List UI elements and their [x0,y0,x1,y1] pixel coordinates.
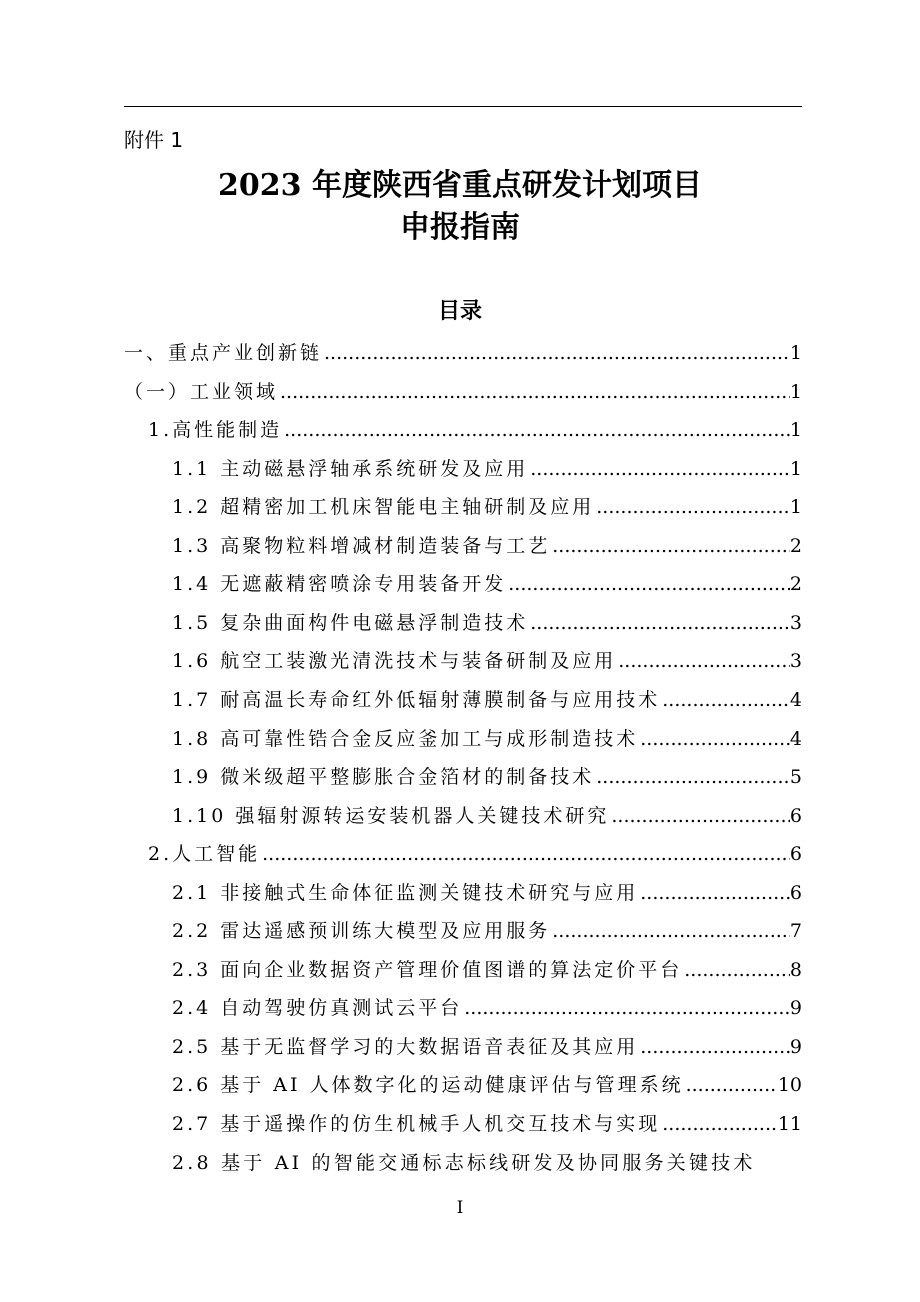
toc-entry[interactable] [172,762,802,792]
toc-entry-label: 2.3 面向企业数据资产管理价值图谱的算法定价平台 [172,958,683,981]
toc-leader-dots [322,338,790,368]
document-title: 2023 年度陕西省重点研发计划项目 [218,168,702,203]
toc-leader-dots [609,801,790,831]
toc-entry[interactable] [172,955,802,985]
toc-entry[interactable] [172,724,802,754]
toc-entry-page: 10 [777,1074,802,1097]
toc-entry-page: 9 [789,1035,802,1058]
toc-leader-dots [660,1109,778,1139]
toc-leader-dots [528,608,790,638]
toc-entry[interactable] [172,1148,802,1178]
attachment-label: 附件 1 [124,128,184,152]
toc-entry-page: 3 [789,650,802,673]
document-subtitle: 申报指南 [400,210,520,245]
header-rule [124,106,802,107]
toc-entry[interactable] [124,338,802,368]
toc-entry[interactable] [172,685,802,715]
toc-leader-dots [594,492,790,522]
toc-entry-page: 5 [789,766,802,789]
toc-leader-dots [638,724,790,754]
toc-leader-dots [638,878,790,908]
toc-entry-label: 1.2 超精密加工机床智能电主轴研制及应用 [172,496,595,519]
toc-entry-label: （一）工业领域 [124,380,279,403]
toc-entry-page: 1 [789,419,802,442]
toc-leader-dots [260,839,790,869]
toc-entry[interactable] [172,569,802,599]
toc-entry-page: 6 [789,881,802,904]
toc-entry-label: 1.8 高可靠性锆合金反应釜加工与成形制造技术 [172,727,639,750]
toc-entry-label: 1.7 耐高温长寿命红外低辐射薄膜制备与应用技术 [172,688,661,711]
toc-entry[interactable] [148,415,802,445]
toc-entry-label: 2.7 基于遥操作的仿生机械手人机交互技术与实现 [172,1113,661,1135]
toc-entry-label: 1.高性能制造 [148,419,283,442]
toc-entry[interactable] [172,1032,802,1062]
toc-entry-page: 1 [789,342,802,364]
toc-leader-dots [506,569,790,599]
toc-entry-label: 2.5 基于无监督学习的大数据语音表征及其应用 [172,1035,639,1058]
toc-entry-label: 1.3 高聚物粒料增减材制造装备与工艺 [172,534,551,557]
toc-entry-label: 2.2 雷达遥感预训练大模型及应用服务 [172,920,551,943]
toc-entry-label: 1.4 无遮蔽精密喷涂专用装备开发 [172,573,507,596]
toc-entry[interactable] [124,377,802,407]
toc-leader-dots [682,955,790,985]
toc-leader-dots [550,916,790,946]
toc-entry-label: 2.6 基于 AI 人体数字化的运动健康评估与管理系统 [172,1074,684,1097]
toc-entry-label: 1.10 强辐射源转运安装机器人关键技术研究 [172,804,610,827]
toc-entry-page: 2 [789,534,802,557]
toc-entry-page: 1 [789,380,802,403]
toc-entry-label: 1.5 复杂曲面构件电磁悬浮制造技术 [172,611,529,634]
toc-entry[interactable] [172,878,802,908]
toc-leader-dots [616,646,790,676]
toc-entry[interactable] [172,993,802,1023]
toc-entry[interactable] [172,608,802,638]
toc-leader-dots [282,415,790,445]
toc-leader-dots [462,993,790,1023]
toc-entry-page: 9 [789,997,802,1020]
toc-leader-dots [684,1070,778,1100]
toc-entry[interactable] [172,1070,802,1100]
toc-entry-page: 4 [789,688,802,711]
toc-leader-dots [528,454,790,484]
toc-entry-page: 7 [789,920,802,943]
toc-entry[interactable] [172,646,802,676]
toc-leader-dots [594,762,790,792]
toc-leader-dots [278,377,790,407]
toc-leader-dots [660,685,790,715]
toc-leader-dots [638,1032,790,1062]
toc-entry[interactable] [148,839,802,869]
toc-entry-label: 1.1 主动磁悬浮轴承系统研发及应用 [172,457,529,480]
toc-entry-page: 11 [777,1113,802,1135]
toc-entry-page: 1 [789,457,802,480]
toc-leader-dots [550,531,790,561]
toc-entry-label: 2.4 自动驾驶仿真测试云平台 [172,997,463,1020]
toc-entry-page: 3 [789,611,802,634]
toc-entry-page: 8 [789,958,802,981]
toc-entry[interactable] [172,492,802,522]
toc-entry-label: 2.8 基于 AI 的智能交通标志标线研发及协同服务关键技术 [172,1151,756,1174]
toc-entry[interactable] [172,801,802,831]
toc-entry-label: 1.9 微米级超平整膨胀合金箔材的制备技术 [172,766,595,789]
toc-entry-page: 6 [789,843,802,866]
toc-entry-label: 一、重点产业创新链 [124,342,323,364]
toc-entry-label: 2.1 非接触式生命体征监测关键技术研究与应用 [172,881,639,904]
toc-heading: 目录 [437,298,482,324]
toc-entry[interactable] [172,454,802,484]
toc-entry-label: 2.人工智能 [148,843,261,866]
toc-entry-page: 1 [789,496,802,519]
toc-entry-page: 2 [789,573,802,596]
toc-entry-page: 6 [789,804,802,827]
toc-entry[interactable] [172,1109,802,1139]
page-number: I [456,1198,464,1218]
toc-entry-page: 4 [789,727,802,750]
toc-entry[interactable] [172,916,802,946]
toc-entry[interactable] [172,531,802,561]
toc-entry-label: 1.6 航空工装激光清洗技术与装备研制及应用 [172,650,617,673]
